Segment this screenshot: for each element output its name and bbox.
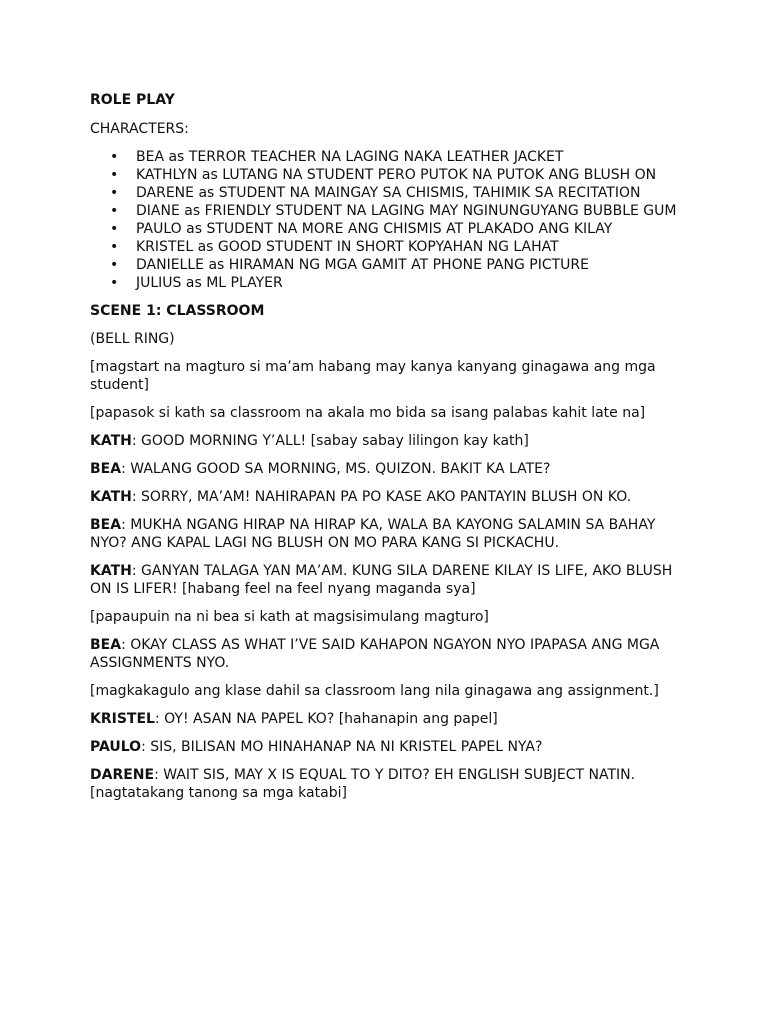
bullet-icon: • (110, 275, 119, 291)
dialogue-line (90, 460, 690, 478)
speaker-name: KATH (90, 489, 132, 505)
speaker-name: KATH (90, 563, 132, 579)
document-title: ROLE PLAY (90, 92, 175, 108)
dialogue-line (90, 516, 690, 552)
character-item (90, 184, 690, 202)
character-item (90, 220, 690, 238)
line-text: : WALANG GOOD SA MORNING, MS. QUIZON. BAKIT KA LATE? (121, 461, 551, 477)
speaker-name: BEA (90, 517, 122, 533)
document-page (90, 91, 690, 812)
stage-direction (90, 404, 690, 422)
character-text: KATHLYN as LUTANG NA STUDENT PERO PUTOK NA PUTOK ANG BLUSH ON (136, 167, 657, 183)
line-text: : GANYAN TALAGA YAN MA’AM. KUNG SILA DARENE KILAY IS LIFE, AKO BLUSH ON IS LIFER! [habang feel na feel nyang maganda sya] (90, 563, 673, 597)
speaker-name: DARENE (90, 767, 155, 783)
speaker-name: PAULO (90, 739, 142, 755)
line-text: : OY! ASAN NA PAPEL KO? [hahanapin ang papel] (154, 711, 498, 727)
line-text: : SIS, BILISAN MO HINAHANAP NA NI KRISTEL PAPEL NYA? (141, 739, 543, 755)
speaker-name: KRISTEL (90, 711, 155, 727)
stage-direction (90, 330, 690, 348)
dialogue-line (90, 562, 690, 598)
character-item (90, 202, 690, 220)
dialogue-line (90, 636, 690, 672)
dialogue-line (90, 432, 690, 450)
character-text: KRISTEL as GOOD STUDENT IN SHORT KOPYAHAN NG LAHAT (136, 239, 559, 255)
bullet-icon: • (110, 167, 119, 183)
line-text: : MUKHA NGANG HIRAP NA HIRAP KA, WALA BA KAYONG SALAMIN SA BAHAY NYO? ANG KAPAL LAGI NG BLUSH ON MO PARA KANG SI PICKACHU. (90, 517, 656, 551)
dialogue-line (90, 710, 690, 728)
line-text: : GOOD MORNING Y’ALL! [sabay sabay lilingon kay kath] (131, 433, 529, 449)
line-text: [papasok si kath sa classroom na akala mo bida sa isang palabas kahit late na] (90, 405, 646, 421)
speaker-name: BEA (90, 637, 122, 653)
dialogue-line (90, 766, 690, 802)
character-item (90, 238, 690, 256)
character-text: DIANE as FRIENDLY STUDENT NA LAGING MAY NGINUNGUYANG BUBBLE GUM (136, 203, 677, 219)
line-text: : OKAY CLASS AS WHAT I’VE SAID KAHAPON NGAYON NYO IPAPASA ANG MGA ASSIGNMENTS NYO. (90, 637, 660, 671)
character-item (90, 274, 690, 292)
character-text: DANIELLE as HIRAMAN NG MGA GAMIT AT PHONE PANG PICTURE (136, 257, 589, 273)
character-text: PAULO as STUDENT NA MORE ANG CHISMIS AT PLAKADO ANG KILAY (136, 221, 613, 237)
line-text: : SORRY, MA’AM! NAHIRAPAN PA PO KASE AKO PANTAYIN BLUSH ON KO. (131, 489, 632, 505)
bullet-icon: • (110, 239, 119, 255)
speaker-name: BEA (90, 461, 122, 477)
line-text: (BELL RING) (90, 331, 175, 347)
line-text: [magstart na magturo si ma’am habang may kanya kanyang ginagawa ang mga student] (90, 359, 656, 393)
character-text: BEA as TERROR TEACHER NA LAGING NAKA LEATHER JACKET (136, 149, 564, 165)
bullet-icon: • (110, 203, 119, 219)
dialogue-line (90, 738, 690, 756)
stage-direction (90, 358, 690, 394)
line-text: : WAIT SIS, MAY X IS EQUAL TO Y DITO? EH ENGLISH SUBJECT NATIN. [nagtatakang tanong sa mga katabi] (90, 767, 636, 801)
character-text: JULIUS as ML PLAYER (136, 275, 283, 291)
speaker-name: KATH (90, 433, 132, 449)
script-body (90, 330, 690, 802)
line-text: [magkakagulo ang klase dahil sa classroom lang nila ginagawa ang assignment.] (90, 683, 659, 699)
scene-heading: SCENE 1: CLASSROOM (90, 303, 265, 319)
bullet-icon: • (110, 149, 119, 165)
character-text: DARENE as STUDENT NA MAINGAY SA CHISMIS, TAHIMIK SA RECITATION (136, 185, 641, 201)
character-item (90, 166, 690, 184)
character-item (90, 148, 690, 166)
bullet-icon: • (110, 221, 119, 237)
stage-direction (90, 682, 690, 700)
stage-direction (90, 608, 690, 626)
character-item (90, 256, 690, 274)
bullet-icon: • (110, 185, 119, 201)
bullet-icon: • (110, 257, 119, 273)
characters-list (90, 148, 690, 292)
characters-label: CHARACTERS: (90, 121, 189, 137)
dialogue-line (90, 488, 690, 506)
line-text: [papaupuin na ni bea si kath at magsisimulang magturo] (90, 609, 489, 625)
